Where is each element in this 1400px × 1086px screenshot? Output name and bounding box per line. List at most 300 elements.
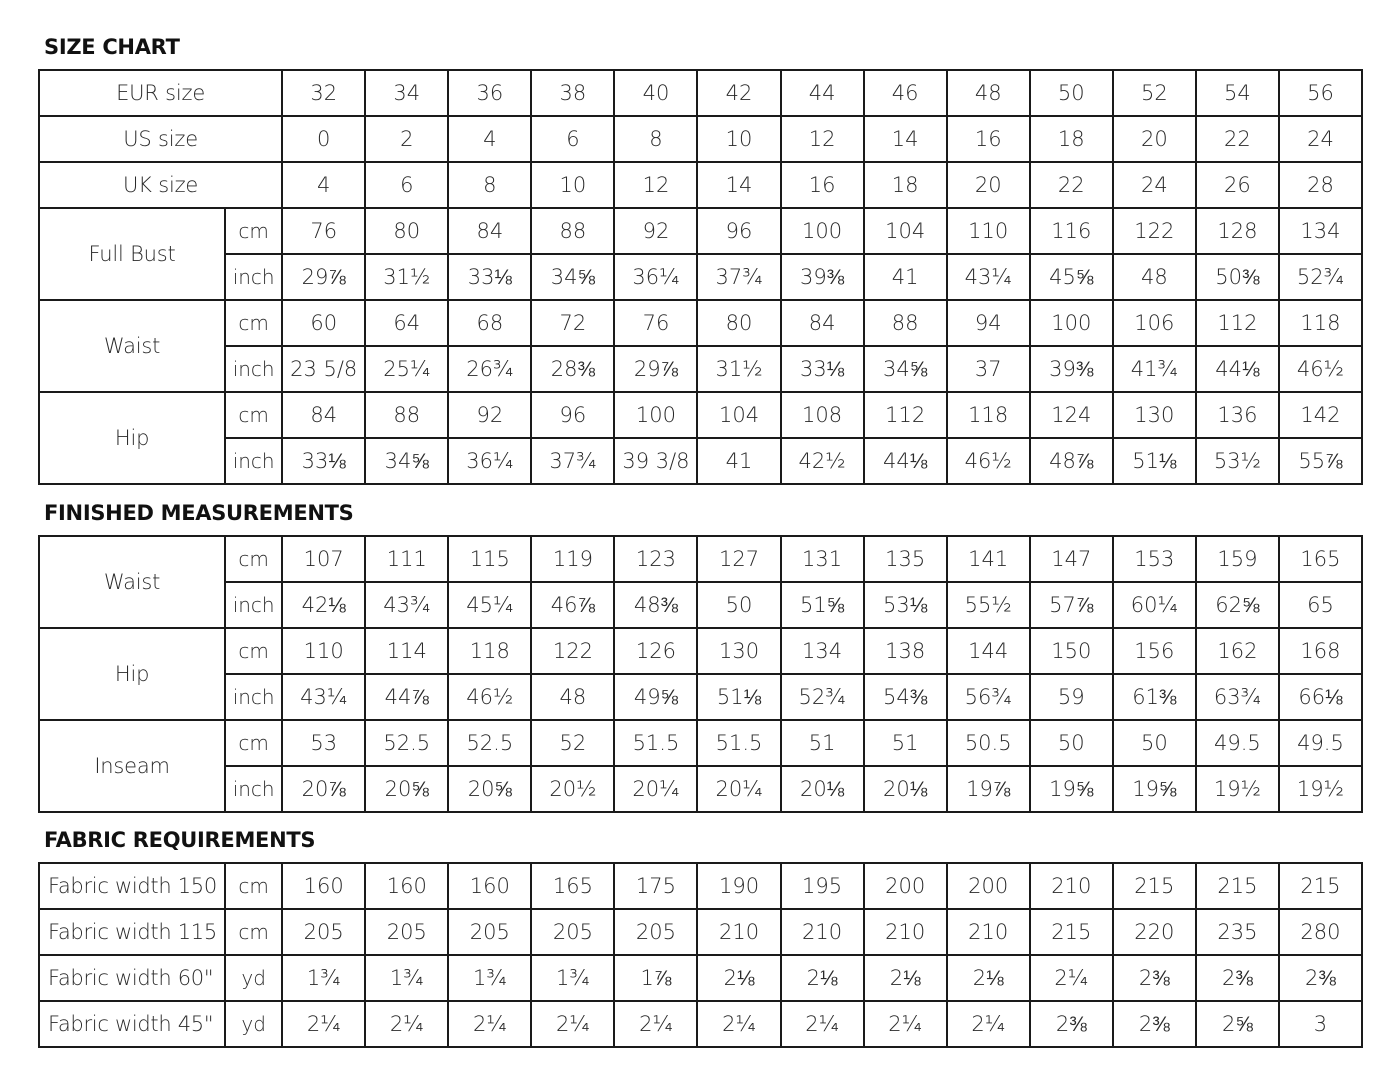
value-cell: 147 (1030, 536, 1113, 582)
value-cell: 28⅜ (531, 346, 614, 392)
measure-label: Full Bust (39, 208, 225, 300)
value-cell: 2⅜ (1113, 955, 1196, 1001)
value-cell: 19⅝ (1030, 766, 1113, 812)
value-cell: 48⅜ (614, 582, 697, 628)
value-cell: 142 (1279, 392, 1362, 438)
value-cell: 20½ (531, 766, 614, 812)
value-cell: 205 (614, 909, 697, 955)
value-cell: 63¾ (1196, 674, 1279, 720)
value-cell: 72 (531, 300, 614, 346)
value-cell: 51⅛ (697, 674, 780, 720)
value-cell: 16 (781, 162, 864, 208)
value-cell: 18 (1030, 116, 1113, 162)
value-cell: 65 (1279, 582, 1362, 628)
value-cell: 10 (531, 162, 614, 208)
value-cell: 52¾ (781, 674, 864, 720)
value-cell: 12 (781, 116, 864, 162)
value-cell: 96 (531, 392, 614, 438)
value-cell: 14 (864, 116, 947, 162)
value-cell: 175 (614, 863, 697, 909)
value-cell: 3 (1279, 1001, 1362, 1047)
unit-cell: cm (225, 628, 282, 674)
value-cell: 110 (947, 208, 1030, 254)
value-cell: 94 (947, 300, 1030, 346)
value-cell: 280 (1279, 909, 1362, 955)
table-row (39, 346, 1362, 392)
value-cell: 168 (1279, 628, 1362, 674)
value-cell: 107 (282, 536, 365, 582)
value-cell: 43¼ (947, 254, 1030, 300)
fabric-requirements-title: FABRIC REQUIREMENTS (44, 828, 316, 852)
value-cell: 37 (947, 346, 1030, 392)
value-cell: 48 (947, 70, 1030, 116)
value-cell: 6 (365, 162, 448, 208)
value-cell: 31½ (697, 346, 780, 392)
value-cell: 33⅛ (448, 254, 531, 300)
value-cell: 2⅜ (1279, 955, 1362, 1001)
value-cell: 130 (697, 628, 780, 674)
table-row (39, 909, 1362, 955)
value-cell: 39 3/8 (614, 438, 697, 484)
value-cell: 20⅛ (781, 766, 864, 812)
value-cell: 200 (864, 863, 947, 909)
value-cell: 22 (1196, 116, 1279, 162)
value-cell: 2¼ (864, 1001, 947, 1047)
unit-cell: cm (225, 720, 282, 766)
value-cell: 122 (1113, 208, 1196, 254)
value-cell: 46⅞ (531, 582, 614, 628)
value-cell: 18 (864, 162, 947, 208)
value-cell: 33⅛ (781, 346, 864, 392)
table-row (39, 116, 1362, 162)
value-cell: 50 (1113, 720, 1196, 766)
measure-label: Inseam (39, 720, 225, 812)
value-cell: 128 (1196, 208, 1279, 254)
value-cell: 46½ (448, 674, 531, 720)
value-cell: 4 (282, 162, 365, 208)
value-cell: 56¾ (947, 674, 1030, 720)
value-cell: 51.5 (697, 720, 780, 766)
value-cell: 24 (1113, 162, 1196, 208)
value-cell: 50⅜ (1196, 254, 1279, 300)
size-chart-table (38, 69, 1363, 485)
unit-cell: inch (225, 674, 282, 720)
value-cell: 54 (1196, 70, 1279, 116)
value-cell: 39⅜ (1030, 346, 1113, 392)
value-cell: 50.5 (947, 720, 1030, 766)
value-cell: 2⅛ (697, 955, 780, 1001)
value-cell: 2¼ (531, 1001, 614, 1047)
value-cell: 1¾ (531, 955, 614, 1001)
value-cell: 112 (864, 392, 947, 438)
value-cell: 10 (697, 116, 780, 162)
value-cell: 44⅛ (864, 438, 947, 484)
value-cell: 44⅛ (1196, 346, 1279, 392)
value-cell: 19⅝ (1113, 766, 1196, 812)
value-cell: 134 (1279, 208, 1362, 254)
unit-cell: inch (225, 438, 282, 484)
value-cell: 22 (1030, 162, 1113, 208)
value-cell: 29⅞ (614, 346, 697, 392)
value-cell: 14 (697, 162, 780, 208)
value-cell: 153 (1113, 536, 1196, 582)
value-cell: 68 (448, 300, 531, 346)
value-cell: 159 (1196, 536, 1279, 582)
value-cell: 53½ (1196, 438, 1279, 484)
value-cell: 84 (781, 300, 864, 346)
size-label: US size (39, 116, 282, 162)
value-cell: 1⅞ (614, 955, 697, 1001)
fabric-requirements-table (38, 862, 1363, 1048)
value-cell: 52 (531, 720, 614, 766)
value-cell: 92 (448, 392, 531, 438)
value-cell: 20⅛ (864, 766, 947, 812)
value-cell: 80 (365, 208, 448, 254)
value-cell: 2⅜ (1030, 1001, 1113, 1047)
table-row (39, 300, 1362, 346)
value-cell: 215 (1113, 863, 1196, 909)
table-row (39, 438, 1362, 484)
value-cell: 49.5 (1196, 720, 1279, 766)
value-cell: 88 (864, 300, 947, 346)
unit-cell: inch (225, 766, 282, 812)
measure-label: Hip (39, 392, 225, 484)
value-cell: 50 (1030, 70, 1113, 116)
value-cell: 190 (697, 863, 780, 909)
table-row (39, 766, 1362, 812)
value-cell: 150 (1030, 628, 1113, 674)
value-cell: 2⅛ (864, 955, 947, 1001)
value-cell: 44 (781, 70, 864, 116)
value-cell: 88 (531, 208, 614, 254)
value-cell: 2¼ (947, 1001, 1030, 1047)
value-cell: 118 (448, 628, 531, 674)
measure-label: Waist (39, 300, 225, 392)
unit-cell: inch (225, 582, 282, 628)
value-cell: 31½ (365, 254, 448, 300)
value-cell: 20¼ (697, 766, 780, 812)
value-cell: 210 (697, 909, 780, 955)
value-cell: 2¼ (1030, 955, 1113, 1001)
value-cell: 112 (1196, 300, 1279, 346)
value-cell: 20⅝ (448, 766, 531, 812)
value-cell: 2¼ (365, 1001, 448, 1047)
value-cell: 19⅞ (947, 766, 1030, 812)
value-cell: 52 (1113, 70, 1196, 116)
value-cell: 118 (1279, 300, 1362, 346)
value-cell: 57⅞ (1030, 582, 1113, 628)
table-row (39, 720, 1362, 766)
value-cell: 1¾ (448, 955, 531, 1001)
value-cell: 114 (365, 628, 448, 674)
value-cell: 20¼ (614, 766, 697, 812)
value-cell: 2¼ (282, 1001, 365, 1047)
table-row (39, 70, 1362, 116)
value-cell: 220 (1113, 909, 1196, 955)
value-cell: 48⅞ (1030, 438, 1113, 484)
value-cell: 111 (365, 536, 448, 582)
value-cell: 49⅝ (614, 674, 697, 720)
unit-cell: cm (225, 536, 282, 582)
table-row (39, 254, 1362, 300)
value-cell: 205 (365, 909, 448, 955)
value-cell: 20 (947, 162, 1030, 208)
value-cell: 34⅝ (531, 254, 614, 300)
value-cell: 48 (1113, 254, 1196, 300)
value-cell: 165 (531, 863, 614, 909)
value-cell: 42⅛ (282, 582, 365, 628)
value-cell: 32 (282, 70, 365, 116)
value-cell: 160 (282, 863, 365, 909)
value-cell: 80 (697, 300, 780, 346)
fabric-width-label: Fabric width 60" (39, 955, 225, 1001)
value-cell: 0 (282, 116, 365, 162)
value-cell: 6 (531, 116, 614, 162)
table-row (39, 628, 1362, 674)
value-cell: 2⅝ (1196, 1001, 1279, 1047)
value-cell: 39⅜ (781, 254, 864, 300)
value-cell: 34⅝ (864, 346, 947, 392)
value-cell: 76 (282, 208, 365, 254)
fabric-width-label: Fabric width 45" (39, 1001, 225, 1047)
value-cell: 19½ (1279, 766, 1362, 812)
value-cell: 2¼ (614, 1001, 697, 1047)
value-cell: 2⅛ (947, 955, 1030, 1001)
value-cell: 210 (947, 909, 1030, 955)
table-row (39, 955, 1362, 1001)
value-cell: 123 (614, 536, 697, 582)
value-cell: 165 (1279, 536, 1362, 582)
finished-measurements-title: FINISHED MEASUREMENTS (44, 501, 354, 525)
value-cell: 205 (531, 909, 614, 955)
value-cell: 141 (947, 536, 1030, 582)
value-cell: 8 (614, 116, 697, 162)
value-cell: 215 (1196, 863, 1279, 909)
measure-label: Waist (39, 536, 225, 628)
value-cell: 45⅝ (1030, 254, 1113, 300)
value-cell: 60 (282, 300, 365, 346)
value-cell: 60¼ (1113, 582, 1196, 628)
size-chart-title: SIZE CHART (44, 35, 180, 59)
value-cell: 61⅜ (1113, 674, 1196, 720)
value-cell: 48 (531, 674, 614, 720)
value-cell: 38 (531, 70, 614, 116)
table-row (39, 162, 1362, 208)
value-cell: 2¼ (697, 1001, 780, 1047)
value-cell: 108 (781, 392, 864, 438)
value-cell: 43¾ (365, 582, 448, 628)
size-label: EUR size (39, 70, 282, 116)
unit-cell: cm (225, 300, 282, 346)
value-cell: 215 (1279, 863, 1362, 909)
value-cell: 210 (1030, 863, 1113, 909)
value-cell: 8 (448, 162, 531, 208)
value-cell: 43¼ (282, 674, 365, 720)
value-cell: 130 (1113, 392, 1196, 438)
value-cell: 52.5 (365, 720, 448, 766)
value-cell: 33⅛ (282, 438, 365, 484)
value-cell: 126 (614, 628, 697, 674)
value-cell: 215 (1030, 909, 1113, 955)
value-cell: 24 (1279, 116, 1362, 162)
value-cell: 53 (282, 720, 365, 766)
value-cell: 88 (365, 392, 448, 438)
value-cell: 41¾ (1113, 346, 1196, 392)
value-cell: 127 (697, 536, 780, 582)
value-cell: 100 (1030, 300, 1113, 346)
value-cell: 37¾ (531, 438, 614, 484)
value-cell: 26¾ (448, 346, 531, 392)
value-cell: 25¼ (365, 346, 448, 392)
value-cell: 46 (864, 70, 947, 116)
value-cell: 23 5/8 (282, 346, 365, 392)
value-cell: 136 (1196, 392, 1279, 438)
value-cell: 205 (282, 909, 365, 955)
value-cell: 42 (697, 70, 780, 116)
table-row (39, 582, 1362, 628)
value-cell: 84 (282, 392, 365, 438)
unit-cell: inch (225, 346, 282, 392)
value-cell: 195 (781, 863, 864, 909)
value-cell: 51 (864, 720, 947, 766)
value-cell: 134 (781, 628, 864, 674)
value-cell: 50 (1030, 720, 1113, 766)
value-cell: 1¾ (365, 955, 448, 1001)
value-cell: 160 (448, 863, 531, 909)
value-cell: 2¼ (781, 1001, 864, 1047)
value-cell: 50 (697, 582, 780, 628)
value-cell: 2⅜ (1113, 1001, 1196, 1047)
table-row (39, 1001, 1362, 1047)
value-cell: 100 (781, 208, 864, 254)
table-row (39, 208, 1362, 254)
value-cell: 122 (531, 628, 614, 674)
unit-cell: cm (225, 392, 282, 438)
value-cell: 16 (947, 116, 1030, 162)
unit-cell: cm (225, 208, 282, 254)
unit-cell: cm (225, 909, 282, 955)
value-cell: 36 (448, 70, 531, 116)
value-cell: 131 (781, 536, 864, 582)
unit-cell: cm (225, 863, 282, 909)
fabric-width-label: Fabric width 150 (39, 863, 225, 909)
value-cell: 92 (614, 208, 697, 254)
value-cell: 51 (781, 720, 864, 766)
value-cell: 19½ (1196, 766, 1279, 812)
value-cell: 156 (1113, 628, 1196, 674)
value-cell: 20 (1113, 116, 1196, 162)
value-cell: 66⅛ (1279, 674, 1362, 720)
value-cell: 37¾ (697, 254, 780, 300)
value-cell: 210 (864, 909, 947, 955)
value-cell: 49.5 (1279, 720, 1362, 766)
value-cell: 55⅞ (1279, 438, 1362, 484)
value-cell: 51⅛ (1113, 438, 1196, 484)
value-cell: 12 (614, 162, 697, 208)
value-cell: 51⅝ (781, 582, 864, 628)
value-cell: 34⅝ (365, 438, 448, 484)
value-cell: 138 (864, 628, 947, 674)
value-cell: 45¼ (448, 582, 531, 628)
value-cell: 144 (947, 628, 1030, 674)
value-cell: 34 (365, 70, 448, 116)
table-row (39, 674, 1362, 720)
value-cell: 20⅝ (365, 766, 448, 812)
value-cell: 104 (864, 208, 947, 254)
value-cell: 51.5 (614, 720, 697, 766)
value-cell: 100 (614, 392, 697, 438)
value-cell: 119 (531, 536, 614, 582)
value-cell: 41 (697, 438, 780, 484)
value-cell: 104 (697, 392, 780, 438)
value-cell: 56 (1279, 70, 1362, 116)
value-cell: 106 (1113, 300, 1196, 346)
value-cell: 52.5 (448, 720, 531, 766)
value-cell: 54⅜ (864, 674, 947, 720)
unit-cell: yd (225, 955, 282, 1001)
value-cell: 64 (365, 300, 448, 346)
value-cell: 53⅛ (864, 582, 947, 628)
value-cell: 36¼ (448, 438, 531, 484)
value-cell: 210 (781, 909, 864, 955)
value-cell: 235 (1196, 909, 1279, 955)
value-cell: 46½ (947, 438, 1030, 484)
value-cell: 41 (864, 254, 947, 300)
value-cell: 162 (1196, 628, 1279, 674)
value-cell: 2¼ (448, 1001, 531, 1047)
table-row (39, 863, 1362, 909)
value-cell: 2⅜ (1196, 955, 1279, 1001)
value-cell: 124 (1030, 392, 1113, 438)
value-cell: 29⅞ (282, 254, 365, 300)
value-cell: 52¾ (1279, 254, 1362, 300)
size-label: UK size (39, 162, 282, 208)
unit-cell: yd (225, 1001, 282, 1047)
value-cell: 110 (282, 628, 365, 674)
value-cell: 36¼ (614, 254, 697, 300)
value-cell: 205 (448, 909, 531, 955)
value-cell: 28 (1279, 162, 1362, 208)
value-cell: 76 (614, 300, 697, 346)
value-cell: 84 (448, 208, 531, 254)
finished-measurements-table (38, 535, 1363, 813)
value-cell: 96 (697, 208, 780, 254)
value-cell: 2⅛ (781, 955, 864, 1001)
value-cell: 44⅞ (365, 674, 448, 720)
table-row (39, 392, 1362, 438)
value-cell: 46½ (1279, 346, 1362, 392)
value-cell: 200 (947, 863, 1030, 909)
value-cell: 55½ (947, 582, 1030, 628)
unit-cell: inch (225, 254, 282, 300)
value-cell: 42½ (781, 438, 864, 484)
value-cell: 59 (1030, 674, 1113, 720)
value-cell: 20⅞ (282, 766, 365, 812)
value-cell: 62⅝ (1196, 582, 1279, 628)
fabric-width-label: Fabric width 115 (39, 909, 225, 955)
table-row (39, 536, 1362, 582)
value-cell: 1¾ (282, 955, 365, 1001)
value-cell: 160 (365, 863, 448, 909)
value-cell: 26 (1196, 162, 1279, 208)
measure-label: Hip (39, 628, 225, 720)
value-cell: 2 (365, 116, 448, 162)
value-cell: 118 (947, 392, 1030, 438)
value-cell: 40 (614, 70, 697, 116)
value-cell: 4 (448, 116, 531, 162)
value-cell: 115 (448, 536, 531, 582)
value-cell: 116 (1030, 208, 1113, 254)
